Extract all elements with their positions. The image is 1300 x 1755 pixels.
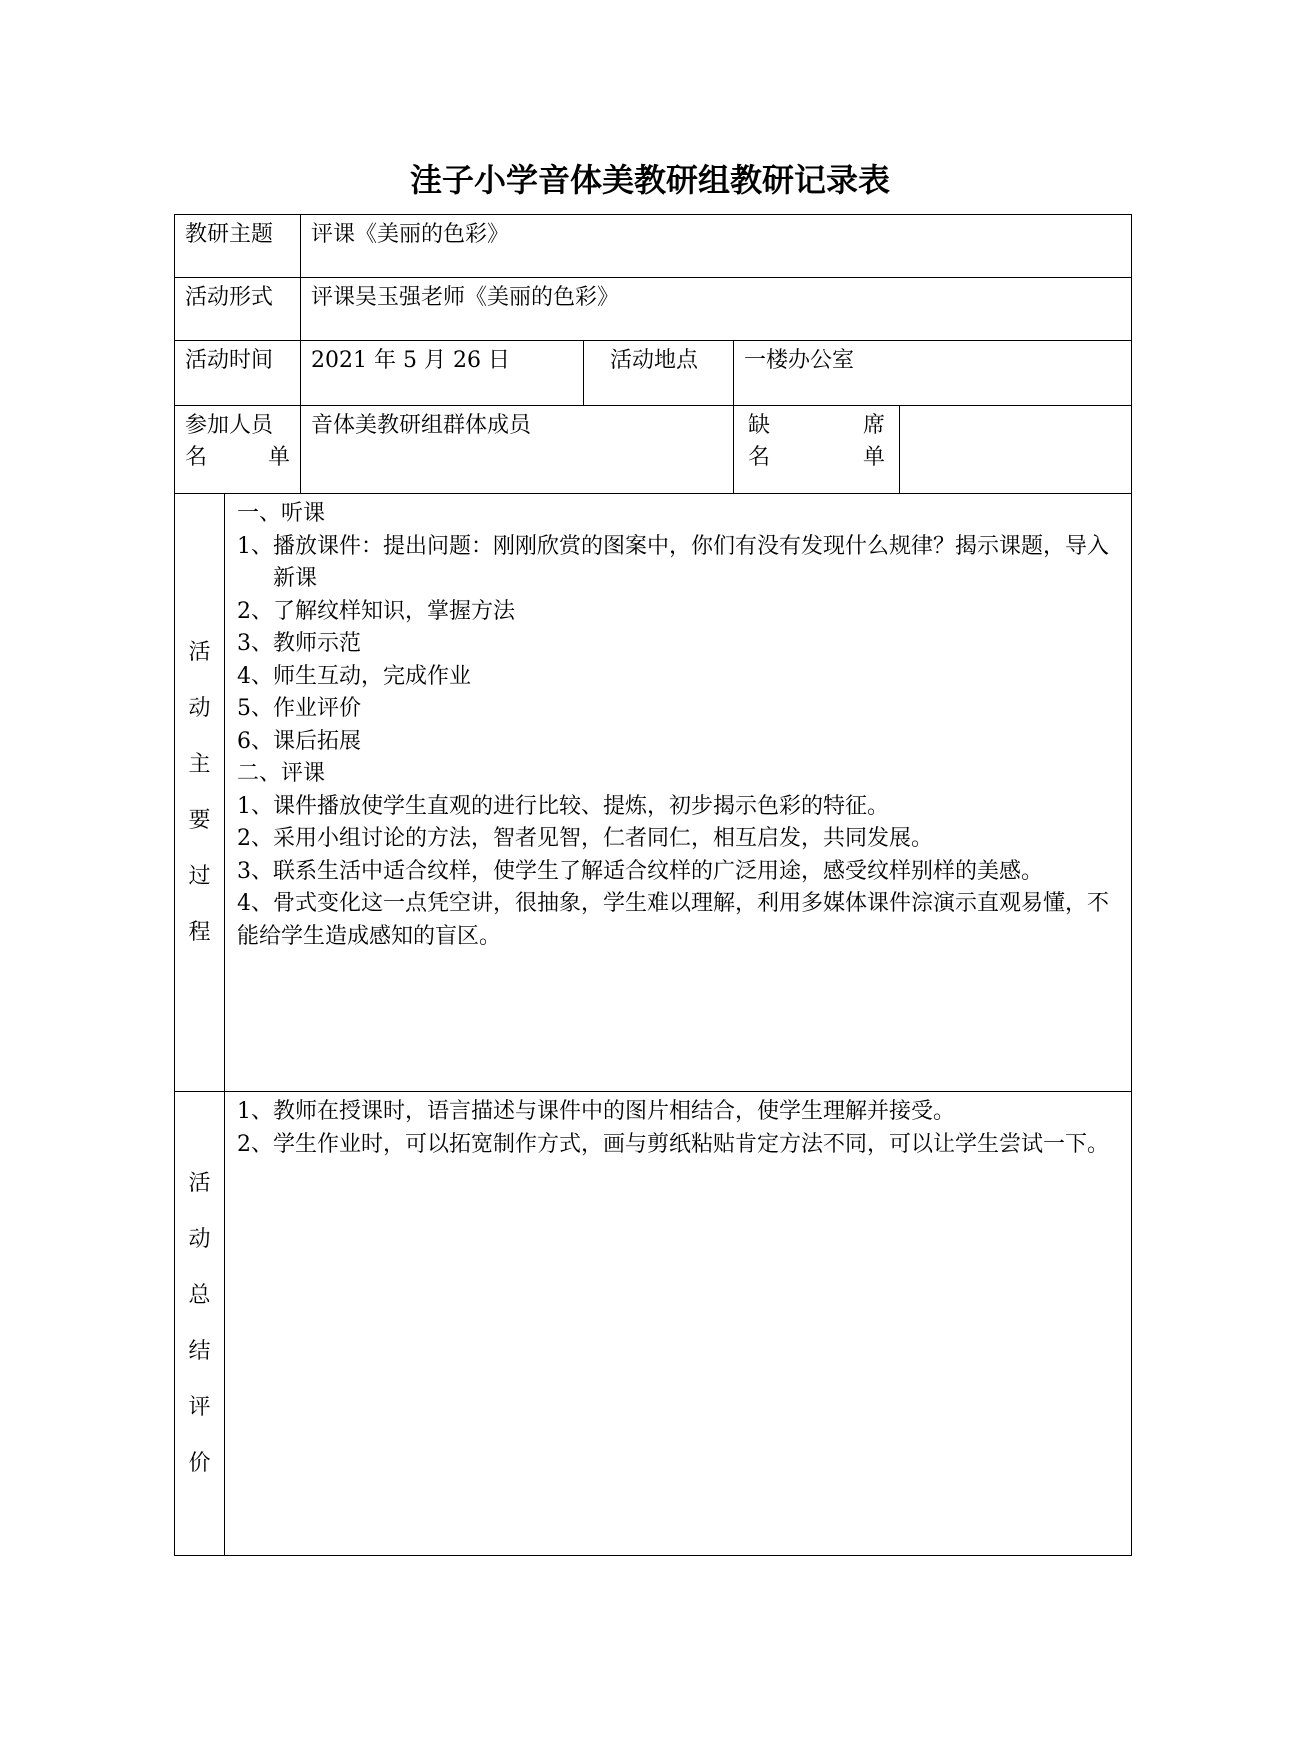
participants-label-char-2: 单	[268, 445, 291, 470]
summary-label-char: 动	[188, 1226, 211, 1252]
process-line: 2、了解纹样知识，掌握方法	[237, 598, 515, 624]
record-table	[174, 214, 1132, 1556]
participants-label-line2	[185, 442, 290, 474]
process-label-char: 程	[188, 919, 211, 945]
summary-line: 1、教师在授课时，语言描述与课件中的图片相结合，使学生理解并接受。	[237, 1099, 955, 1124]
location-value: 一楼办公室	[734, 341, 1132, 406]
topic-label: 教研主题	[175, 215, 301, 278]
time-label: 活动时间	[175, 341, 301, 406]
process-line: 6、课后拓展	[237, 728, 361, 754]
process-line: 5、作业评价	[237, 696, 361, 721]
summary-line: 2、学生作业时，可以拓宽制作方式，画与剪纸粘贴肯定方法不同，可以让学生尝试一下。	[237, 1131, 1110, 1157]
format-row	[175, 278, 1132, 341]
participants-value: 音体美教研组群体成员	[301, 406, 734, 494]
process-label	[175, 494, 225, 1092]
participants-label-line1: 参加人员	[185, 413, 274, 438]
summary-label-char: 活	[188, 1170, 211, 1196]
process-section-heading: 一、听课	[237, 501, 326, 526]
participants-label	[175, 406, 301, 494]
summary-label	[175, 1092, 225, 1556]
participants-row	[175, 406, 1132, 494]
summary-label-char: 评	[188, 1394, 211, 1420]
format-value: 评课吴玉强老师《美丽的色彩》	[301, 278, 1132, 341]
topic-row	[175, 215, 1132, 278]
process-label-char: 过	[188, 863, 211, 889]
location-label: 活动地点	[584, 341, 734, 406]
process-label-char: 活	[188, 639, 211, 665]
format-label: 活动形式	[175, 278, 301, 341]
absent-value	[900, 406, 1132, 494]
topic-value: 评课《美丽的色彩》	[301, 215, 1132, 278]
time-location-row	[175, 341, 1132, 406]
process-line: 3、联系生活中适合纹样，使学生了解适合纹样的广泛用途，感受纹样别样的美感。	[237, 858, 1043, 884]
process-label-char: 要	[188, 807, 211, 833]
summary-row	[175, 1092, 1132, 1556]
process-line: 1、课件播放使学生直观的进行比较、提炼，初步揭示色彩的特征。	[237, 793, 889, 819]
process-line: 2、采用小组讨论的方法，智者见智，仁者同仁，相互启发，共同发展。	[237, 826, 933, 851]
page-title: 洼子小学音体美教研组教研记录表	[409, 161, 890, 199]
process-section-heading: 二、评课	[237, 761, 326, 786]
process-line: 4、师生互动，完成作业	[237, 663, 471, 689]
process-label-char: 动	[188, 695, 211, 721]
absent-label-line1	[748, 410, 885, 442]
process-content	[225, 494, 1132, 1092]
process-row	[175, 494, 1132, 1092]
summary-label-char: 价	[188, 1450, 211, 1476]
process-line: 4、骨式变化这一点凭空讲，很抽象，学生难以理解，利用多媒体课件淙演示直观易懂，不能给学生造成感知的盲区。	[237, 891, 1110, 949]
summary-content	[225, 1092, 1132, 1556]
absent-label-char-4: 单	[863, 445, 886, 470]
absent-label-char-3: 名	[748, 445, 771, 470]
absent-label	[734, 406, 900, 494]
process-line: 1、播放课件：提出问题：刚刚欣赏的图案中，你们有没有发现什么规律？揭示课题，导入新课	[237, 533, 1110, 591]
summary-label-char: 总	[188, 1282, 211, 1308]
absent-label-char-2: 席	[863, 413, 886, 438]
summary-label-char: 结	[188, 1338, 211, 1364]
absent-label-line2	[748, 442, 885, 474]
process-line: 3、教师示范	[237, 631, 361, 656]
process-label-char: 主	[188, 751, 211, 777]
participants-label-char-1: 名	[185, 445, 208, 470]
time-value: 2021 年 5 月 26 日	[301, 341, 584, 406]
absent-label-char-1: 缺	[748, 413, 771, 438]
